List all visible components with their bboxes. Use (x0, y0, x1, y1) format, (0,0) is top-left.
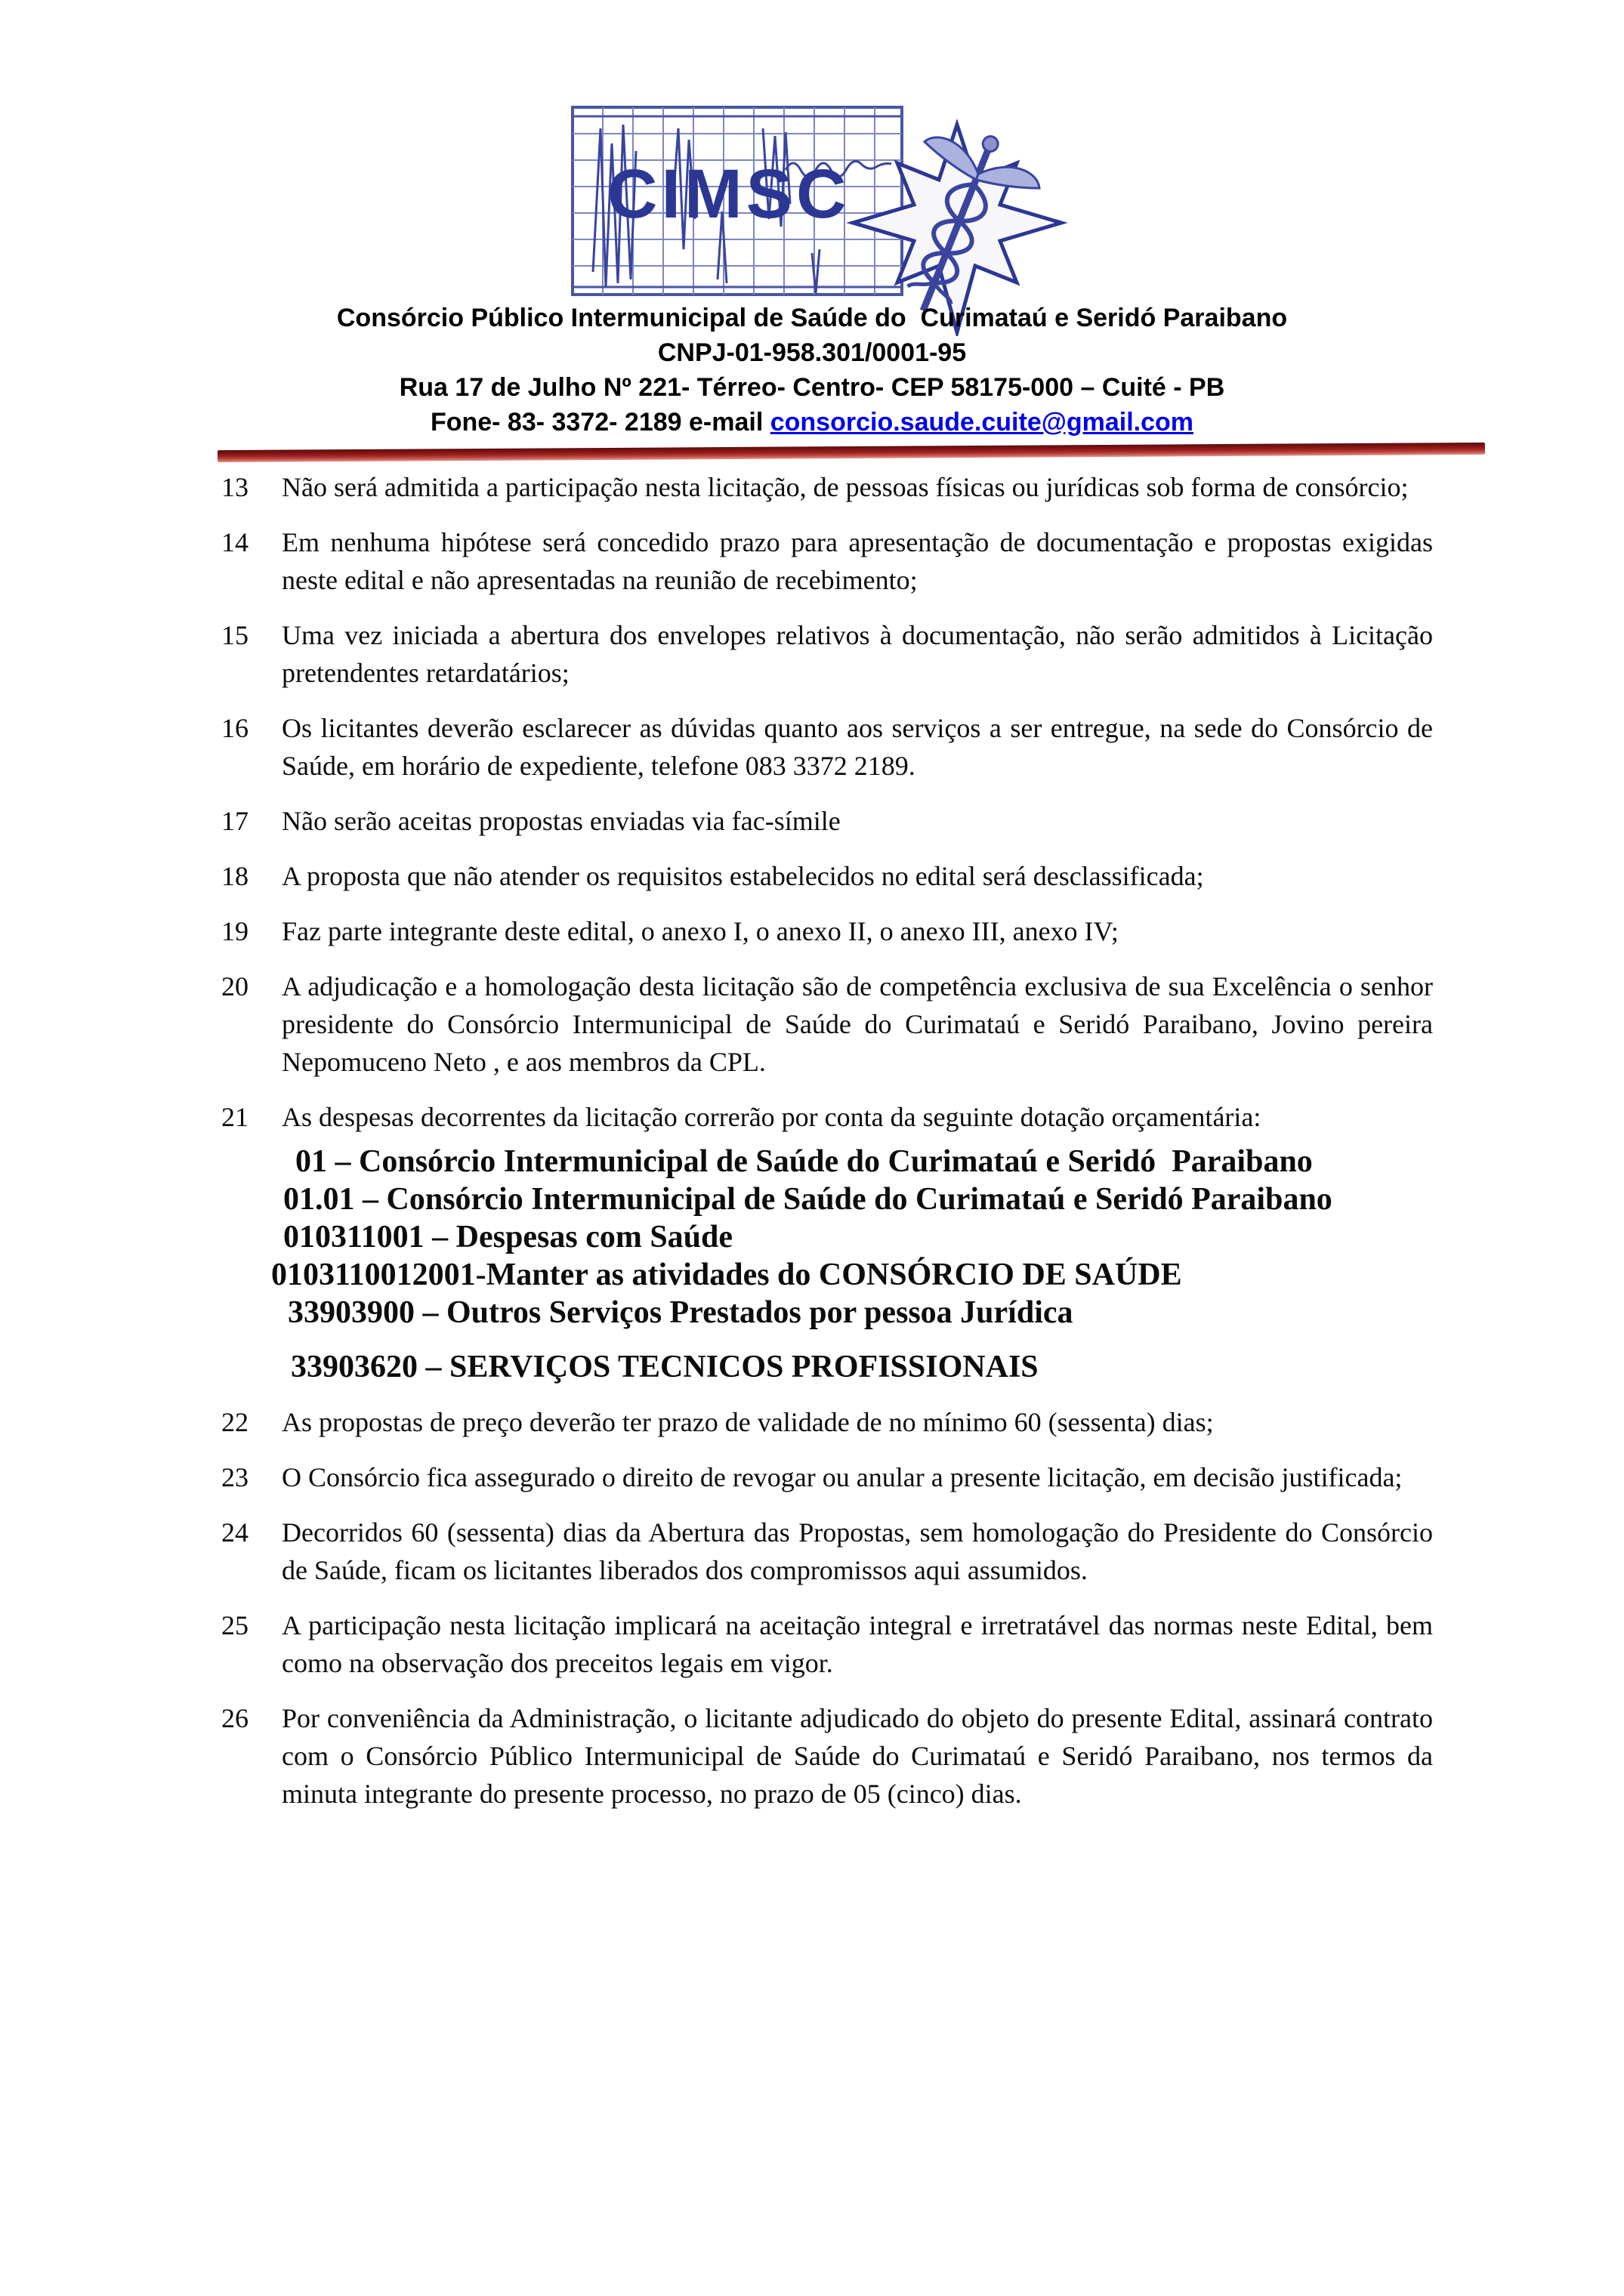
cimsc-acronym: CIMSC (607, 156, 851, 233)
phone-label: Fone- 83- 3372- 2189 e-mail (430, 408, 770, 437)
item-text: As despesas decorrentes da licitação correrão por conta da seguinte dotação orçamentária: (282, 1102, 1261, 1132)
list-item-15 (221, 616, 1433, 692)
list-item-18 (221, 857, 1433, 895)
item-number: 23 (221, 1462, 249, 1492)
cnpj: CNPJ-01-958.301/0001-95 (657, 338, 967, 367)
budget-line: 33903620 – SERVIÇOS TECNICOS PROFISSIONAIS (291, 1350, 1039, 1384)
list-item-23 (221, 1458, 1433, 1496)
list-item-17 (221, 802, 1433, 840)
list-item-19 (221, 912, 1433, 950)
org-name: Consórcio Público Intermunicipal de Saúde do Curimataú e Seridó Paraibano (336, 304, 1288, 332)
item-number: 18 (221, 861, 249, 891)
item-text: Em nenhuma hipótese será concedido prazo para apresentação de documentação e propostas exigidas neste edital e não apresentadas na reunião de recebimento; (282, 527, 1433, 595)
item-number: 20 (221, 971, 249, 1001)
item-number: 16 (221, 713, 249, 743)
list-item-22 (221, 1403, 1433, 1441)
item-number: 15 (221, 620, 249, 650)
separator-rule (218, 443, 1485, 462)
item-text: Os licitantes deverão esclarecer as dúvidas quanto aos serviços a ser entregue, na sede do Consórcio de Saúde, em horário de expediente, telefone 083 3372 2189. (282, 713, 1433, 781)
budget-line: 010311001 – Despesas com Saúde (283, 1220, 733, 1254)
item-text: O Consórcio fica assegurado o direito de revogar ou anular a presente licitação, em decisão justificada; (282, 1462, 1403, 1492)
budget-line: 01.01 – Consórcio Intermunicipal de Saúde do Curimataú e Seridó Paraibano (283, 1182, 1332, 1217)
email-link[interactable]: consorcio.saude.cuite@gmail.com (770, 408, 1194, 437)
letterhead (0, 301, 1624, 440)
item-text: Por conveniência da Administração, o licitante adjudicado do objeto do presente Edital, assinará contrato com o Consórcio Público Intermunicipal de Saúde do Curimataú e Seridó Paraibano, nos termos da minuta integrante do presente processo, no prazo de 05 (cinco) dias. (282, 1703, 1433, 1809)
budget-line: 0103110012001-Manter as atividades do CONSÓRCIO DE SAÚDE (271, 1258, 1182, 1292)
address-line: Rua 17 de Julho Nº 221- Térreo- Centro- CEP 58175-000 – Cuité - PB (399, 373, 1225, 402)
item-number: 14 (221, 527, 249, 557)
item-text: A participação nesta licitação implicará na aceitação integral e irretratável das normas neste Edital, bem como na observação dos preceitos legais em vigor. (282, 1610, 1433, 1678)
list-item-21 (221, 1098, 1433, 1136)
item-number: 13 (221, 472, 249, 502)
list-item-20 (221, 967, 1433, 1081)
item-number: 25 (221, 1610, 249, 1640)
list-item-25 (221, 1606, 1433, 1682)
list-item-13 (221, 468, 1433, 506)
item-number: 17 (221, 806, 249, 836)
item-text: As propostas de preço deverão ter prazo de validade de no mínimo 60 (sessenta) dias; (282, 1407, 1214, 1437)
budget-block (221, 1143, 1433, 1386)
budget-line: 33903900 – Outros Serviços Prestados por pessoa Jurídica (288, 1295, 1073, 1330)
document-body (221, 468, 1433, 1830)
contact-line (0, 405, 1624, 440)
item-text: Não serão aceitas propostas enviadas via fac-símile (282, 806, 841, 836)
item-number: 19 (221, 916, 249, 946)
item-text: Decorridos 60 (sessenta) dias da Abertura das Propostas, sem homologação do Presidente do Consórcio de Saúde, ficam os licitantes liberados dos compromissos aqui assumidos. (282, 1517, 1433, 1585)
item-text: A proposta que não atender os requisitos estabelecidos no edital será desclassificada; (282, 861, 1204, 891)
item-number: 21 (221, 1102, 249, 1132)
item-text: A adjudicação e a homologação desta licitação são de competência exclusiva de sua Excelência o senhor presidente do Consórcio Intermunicipal de Saúde do Curimataú e Seridó Paraibano, Jovino pereira Nepomuceno Neto , e aos membros da CPL. (282, 971, 1433, 1077)
numbered-list-22-26 (221, 1403, 1433, 1813)
item-text: Faz parte integrante deste edital, o anexo I, o anexo II, o anexo III, anexo IV; (282, 916, 1119, 946)
item-number: 26 (221, 1703, 249, 1733)
numbered-list-13-21 (221, 468, 1433, 1136)
budget-line: 01 – Consórcio Intermunicipal de Saúde do Curimataú e Seridó Paraibano (295, 1144, 1313, 1179)
list-item-26 (221, 1699, 1433, 1813)
item-number: 24 (221, 1517, 249, 1548)
item-number: 22 (221, 1407, 249, 1437)
item-text: Uma vez iniciada a abertura dos envelopes relativos à documentação, não serão admitidos à Licitação pretendentes retardatários; (282, 620, 1433, 688)
list-item-16 (221, 709, 1433, 785)
list-item-24 (221, 1514, 1433, 1589)
list-item-14 (221, 523, 1433, 599)
item-text: Não será admitida a participação nesta licitação, de pessoas físicas ou jurídicas sob forma de consórcio; (282, 472, 1409, 502)
